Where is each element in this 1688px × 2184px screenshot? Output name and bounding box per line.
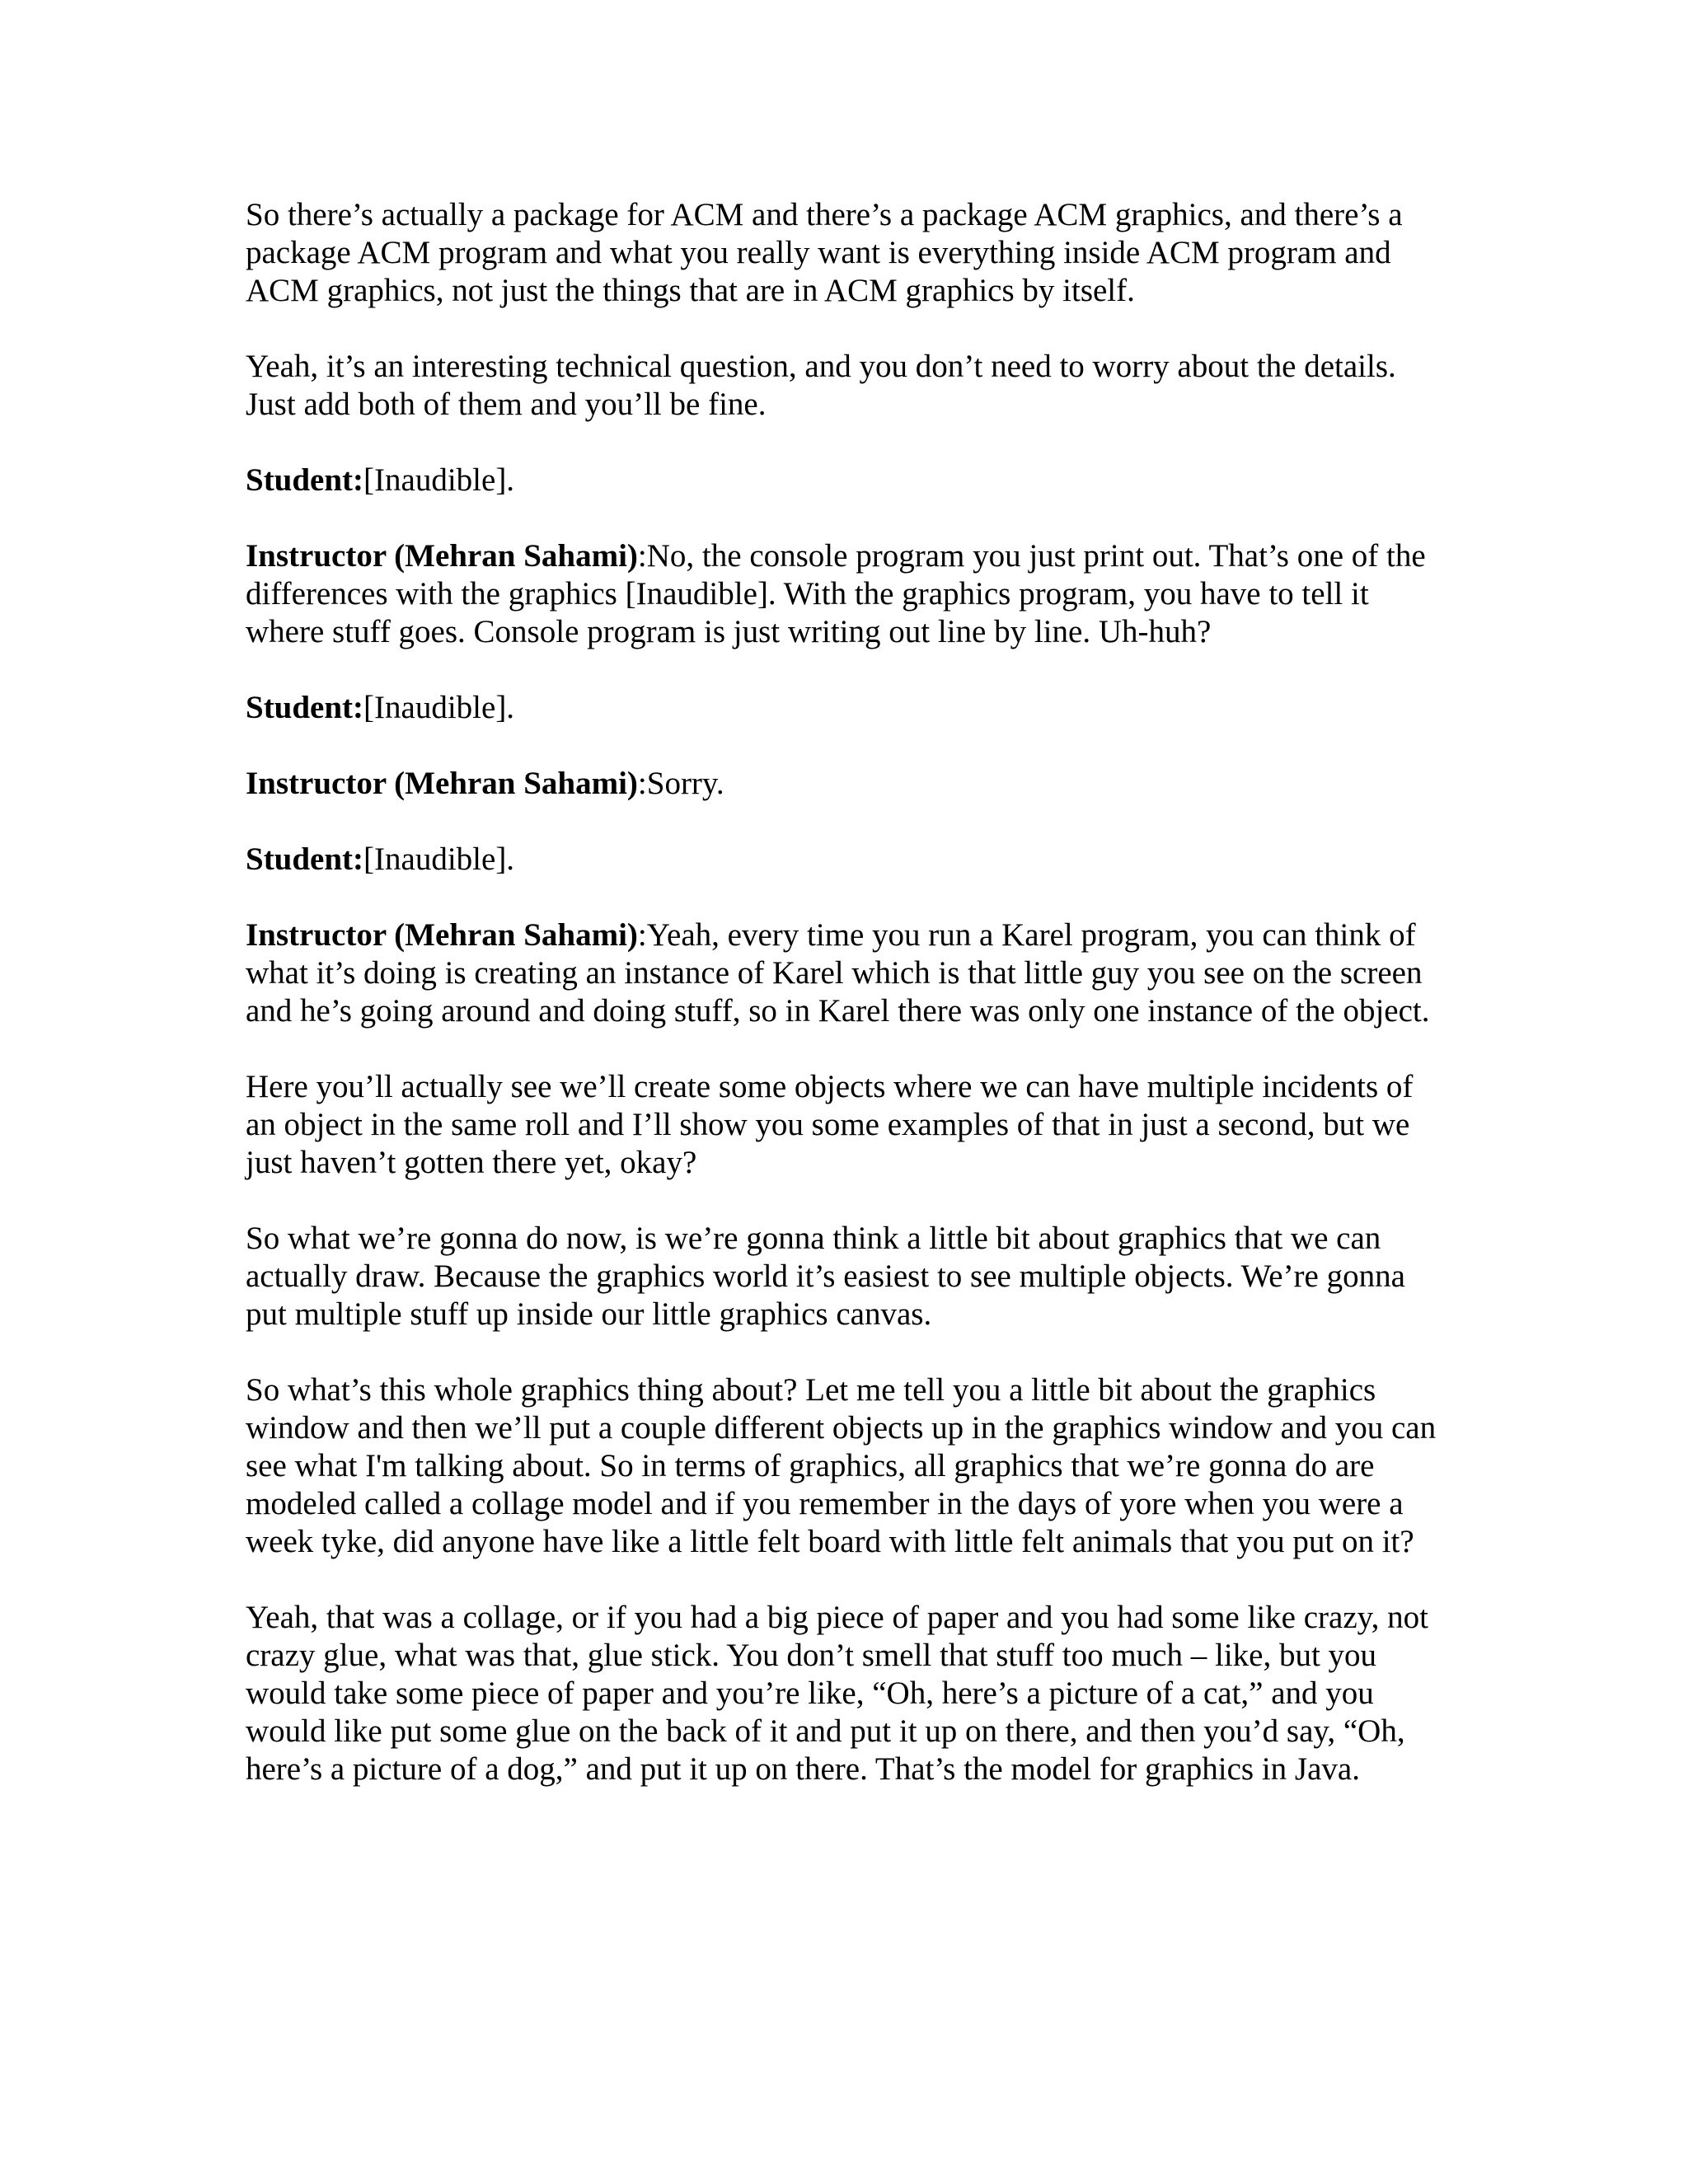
paragraph-text: Here you’ll actually see we’ll create some objects where we can have multiple incidents of an object in the same roll and I’ll show you some examples of that in just a second, but we just haven’t gotten there yet, okay? xyxy=(246,1069,1414,1180)
transcript-page xyxy=(246,196,1441,1826)
paragraph-text: [Inaudible]. xyxy=(363,690,515,725)
speaker-label: Student: xyxy=(246,841,364,877)
paragraph xyxy=(246,462,1441,499)
speaker-label: Instructor (Mehran Sahami) xyxy=(246,766,638,801)
paragraph-text: :Yeah, every time you run a Karel program, you can think of what it’s doing is creating an instance of Karel which is that little guy you see on the screen and he’s going around and doing stuff, so in Karel there was only one instance of the object. xyxy=(246,917,1430,1029)
speaker-label: Instructor (Mehran Sahami) xyxy=(246,538,638,574)
paragraph xyxy=(246,348,1441,424)
paragraph xyxy=(246,765,1441,803)
paragraph-text: :Sorry. xyxy=(637,766,724,801)
paragraph-text: So what we’re gonna do now, is we’re gonna think a little bit about graphics that we can actually draw. Because the graphics world it’s easiest to see multiple objects. We’re gonna put multiple stuff up inside our little graphics canvas. xyxy=(246,1221,1405,1332)
paragraph xyxy=(246,689,1441,727)
paragraph-text: Yeah, that was a collage, or if you had a big piece of paper and you had some like crazy, not crazy glue, what was that, glue stick. You don’t smell that stuff too much – like, but you would take some piece of paper and you’re like, “Oh, here’s a picture of a cat,” and you would like put some glue on the back of it and put it up on there, and then you’d say, “Oh, here’s a picture of a dog,” and put it up on there. That’s the model for graphics in Java. xyxy=(246,1600,1428,1787)
paragraph xyxy=(246,537,1441,651)
paragraph xyxy=(246,1371,1441,1561)
paragraph xyxy=(246,1599,1441,1788)
paragraph-text: Yeah, it’s an interesting technical question, and you don’t need to worry about the details. Just add both of them and you’ll be fine. xyxy=(246,349,1396,422)
speaker-label: Instructor (Mehran Sahami) xyxy=(246,917,638,953)
paragraph-text: :No, the console program you just print out. That’s one of the differences with the graphics [Inaudible]. With the graphics program, you have to tell it where stuff goes. Console program is just writing out line by line. Uh-huh? xyxy=(246,538,1426,649)
paragraph-text: So what’s this whole graphics thing about? Let me tell you a little bit about the graphics window and then we’ll put a couple different objects up in the graphics window and you can see what I'm talking about. So in terms of graphics, all graphics that we’re gonna do are modeled called a collage model and if you remember in the days of yore when you were a week tyke, did anyone have like a little felt board with little felt animals that you put on it? xyxy=(246,1372,1437,1559)
paragraph xyxy=(246,196,1441,310)
paragraph xyxy=(246,916,1441,1030)
paragraph-text: [Inaudible]. xyxy=(363,462,515,498)
paragraph xyxy=(246,1068,1441,1182)
speaker-label: Student: xyxy=(246,462,364,498)
paragraph-text: [Inaudible]. xyxy=(363,841,515,877)
paragraph-text: So there’s actually a package for ACM and there’s a package ACM graphics, and there’s a package ACM program and what you really want is everything inside ACM program and ACM graphics, not just the things that are in ACM graphics by itself. xyxy=(246,197,1403,308)
paragraph xyxy=(246,1220,1441,1333)
paragraph xyxy=(246,841,1441,879)
speaker-label: Student: xyxy=(246,690,364,725)
